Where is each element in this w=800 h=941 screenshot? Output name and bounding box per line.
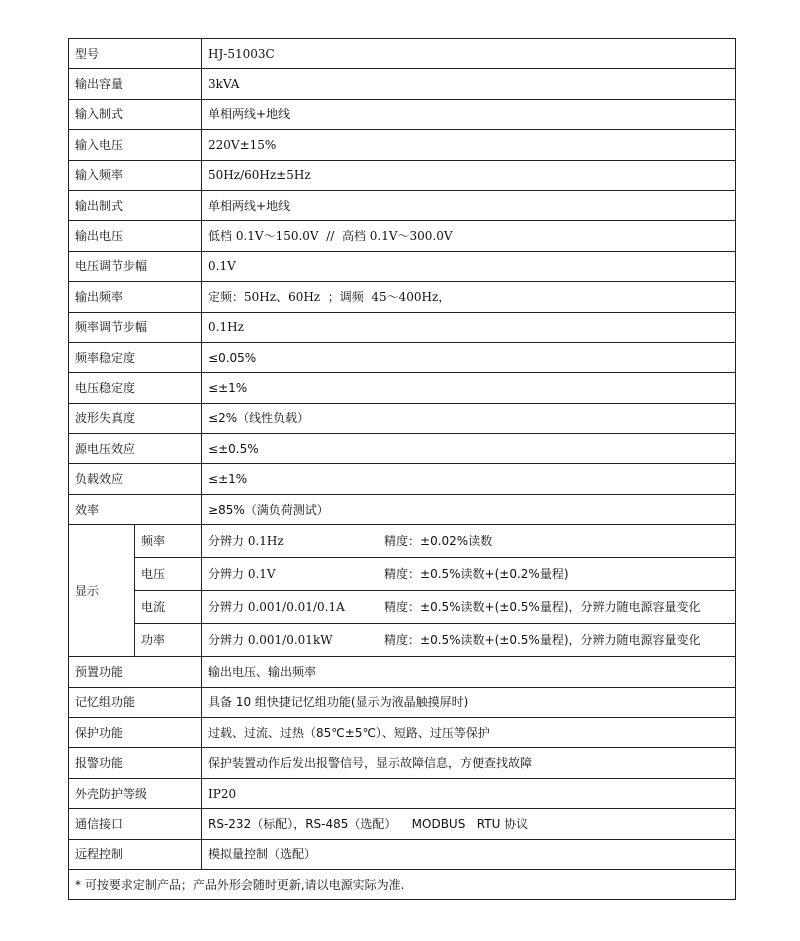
display-spec	[202, 624, 736, 657]
spec-label: 输入频率	[69, 160, 202, 190]
table-row	[69, 494, 736, 524]
display-accuracy: 精度：±0.5%读数+(±0.5%量程)，分辨力随电源容量变化	[384, 600, 701, 615]
spec-value: ≤0.05%	[202, 342, 736, 372]
table-row	[69, 130, 736, 160]
table-row	[69, 809, 736, 839]
spec-value: 具备 10 组快捷记忆组功能(显示为液晶触摸屏时)	[202, 687, 736, 717]
spec-value: 0.1V	[202, 251, 736, 281]
spec-value: IP20	[202, 778, 736, 808]
table-row	[69, 718, 736, 748]
display-sub-label: 电压	[135, 558, 202, 591]
table-row	[69, 342, 736, 372]
spec-label: 波形失真度	[69, 403, 202, 433]
spec-label: 记忆组功能	[69, 687, 202, 717]
spec-label: 保护功能	[69, 718, 202, 748]
spec-label: 电压调节步幅	[69, 251, 202, 281]
table-row	[69, 464, 736, 494]
spec-value: ≤±1%	[202, 464, 736, 494]
spec-value: 模拟量控制（选配）	[202, 839, 736, 869]
display-row-frequency	[69, 525, 736, 558]
table-row	[69, 778, 736, 808]
table-row	[69, 251, 736, 281]
table-row	[69, 221, 736, 251]
table-row	[69, 160, 736, 190]
display-row-voltage	[69, 558, 736, 591]
spec-value: 50Hz/60Hz±5Hz	[202, 160, 736, 190]
display-sub-label: 电流	[135, 591, 202, 624]
display-group-label: 显示	[69, 525, 135, 657]
table-row	[69, 39, 736, 69]
display-spec	[202, 591, 736, 624]
spec-label: 输出电压	[69, 221, 202, 251]
spec-value: 输出电压、输出频率	[202, 657, 736, 687]
spec-label: 负载效应	[69, 464, 202, 494]
table-row	[69, 99, 736, 129]
display-sub-label: 功率	[135, 624, 202, 657]
display-spec	[202, 525, 736, 558]
footnote: * 可按要求定制产品；产品外形会随时更新,请以电源实际为准.	[69, 869, 736, 899]
spec-value: 保护装置动作后发出报警信号，显示故障信息，方便查找故障	[202, 748, 736, 778]
spec-value: 定频：50Hz、60Hz ；调频 45～400Hz，	[202, 282, 736, 312]
spec-value: 单相两线+地线	[202, 190, 736, 220]
display-resolution: 分辨力 0.1Hz	[208, 534, 284, 549]
display-resolution: 分辨力 0.1V	[208, 567, 276, 582]
spec-label: 输入电压	[69, 130, 202, 160]
display-accuracy: 精度：±0.02%读数	[384, 534, 493, 549]
table-row	[69, 312, 736, 342]
spec-label: 报警功能	[69, 748, 202, 778]
display-accuracy: 精度：±0.5%读数+(±0.2%量程)	[384, 567, 569, 582]
spec-value: 过载、过流、过热（85℃±5℃）、短路、过压等保护	[202, 718, 736, 748]
spec-value: 单相两线+地线	[202, 99, 736, 129]
table-row	[69, 839, 736, 869]
table-row	[69, 190, 736, 220]
spec-value: HJ-51003C	[202, 39, 736, 69]
spec-table	[68, 38, 736, 900]
spec-label: 外壳防护等级	[69, 778, 202, 808]
footnote-row	[69, 869, 736, 899]
spec-label: 通信接口	[69, 809, 202, 839]
table-row	[69, 748, 736, 778]
table-row	[69, 282, 736, 312]
spec-value: RS-232（标配），RS-485（选配） MODBUS RTU 协议	[202, 809, 736, 839]
table-row	[69, 403, 736, 433]
table-row	[69, 69, 736, 99]
table-row	[69, 657, 736, 687]
spec-value: ≤2%（线性负载）	[202, 403, 736, 433]
spec-value: 3kVA	[202, 69, 736, 99]
spec-label: 频率调节步幅	[69, 312, 202, 342]
display-sub-label: 频率	[135, 525, 202, 558]
spec-label: 频率稳定度	[69, 342, 202, 372]
table-row	[69, 373, 736, 403]
spec-value: 0.1Hz	[202, 312, 736, 342]
spec-label: 型号	[69, 39, 202, 69]
spec-label: 输出容量	[69, 69, 202, 99]
spec-value: ≤±1%	[202, 373, 736, 403]
spec-label: 源电压效应	[69, 434, 202, 464]
display-resolution: 分辨力 0.001/0.01kW	[208, 633, 333, 648]
table-row	[69, 687, 736, 717]
spec-label: 预置功能	[69, 657, 202, 687]
spec-value: ≤±0.5%	[202, 434, 736, 464]
spec-label: 输入制式	[69, 99, 202, 129]
display-row-power	[69, 624, 736, 657]
spec-label: 远程控制	[69, 839, 202, 869]
display-row-current	[69, 591, 736, 624]
spec-label: 输出频率	[69, 282, 202, 312]
spec-value: ≥85%（满负荷测试）	[202, 494, 736, 524]
spec-label: 输出制式	[69, 190, 202, 220]
spec-label: 效率	[69, 494, 202, 524]
table-row	[69, 434, 736, 464]
spec-label: 电压稳定度	[69, 373, 202, 403]
display-resolution: 分辨力 0.001/0.01/0.1A	[208, 600, 345, 615]
spec-value: 低档 0.1V～150.0V // 高档 0.1V～300.0V	[202, 221, 736, 251]
spec-value: 220V±15%	[202, 130, 736, 160]
display-accuracy: 精度：±0.5%读数+(±0.5%量程)，分辨力随电源容量变化	[384, 633, 701, 648]
display-spec	[202, 558, 736, 591]
